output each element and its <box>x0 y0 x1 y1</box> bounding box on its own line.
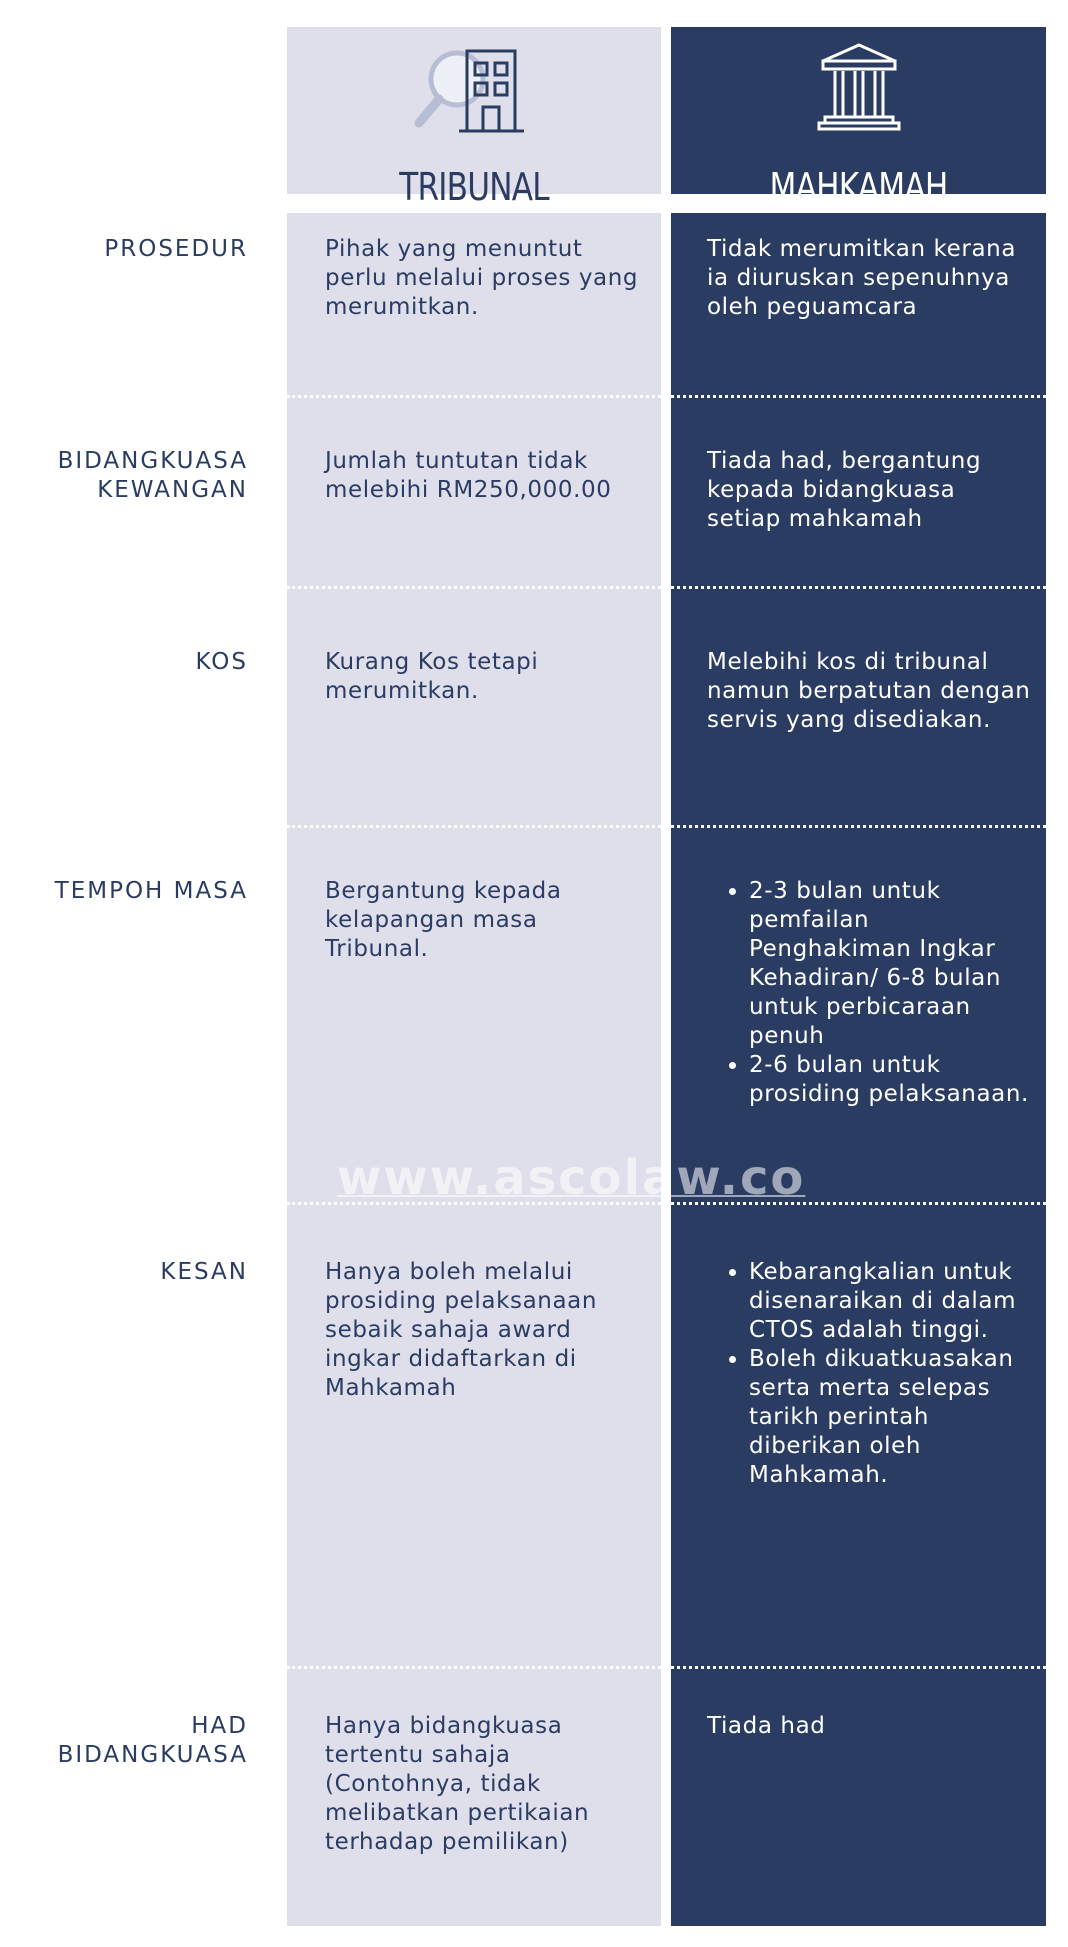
row-divider <box>671 395 1046 398</box>
tribunal-cell-kos: Kurang Kos tetapi merumitkan. <box>325 649 539 704</box>
list-item: • Kebarangkalian untuk disenaraikan di dalam CTOS adalah tinggi. <box>749 1258 1037 1345</box>
mahkamah-cell-had-bidangkuasa: Tiada had <box>707 1713 826 1739</box>
mahkamah-cell-tempoh-masa <box>707 877 1037 1109</box>
mahkamah-cell-bidangkuasa-kewangan: Tiada had, bergantung kepada bidangkuasa setiap mahkamah <box>707 448 982 532</box>
tribunal-header <box>287 27 661 209</box>
row-divider <box>287 586 661 589</box>
tribunal-cell-prosedur: Pihak yang menuntut perlu melalui proses yang merumitkan. <box>325 236 639 320</box>
row-divider <box>287 1666 661 1669</box>
row-divider <box>671 825 1046 828</box>
tribunal-cell-had-bidangkuasa: Hanya bidangkuasa tertentu sahaja (Contohnya, tidak melibatkan pertikaian terhadap pemilikan) <box>325 1713 590 1855</box>
row-divider <box>671 586 1046 589</box>
building-search-icon <box>409 37 539 141</box>
watermark: www.ascolaw.co <box>337 1150 806 1206</box>
mahkamah-header <box>671 27 1046 209</box>
courthouse-icon <box>809 37 909 141</box>
list-item: • 2-6 bulan untuk prosiding pelaksanaan. <box>749 1051 1037 1109</box>
row-label-kos: KOS <box>195 649 248 675</box>
row-label-bidangkuasa-kewangan: BIDANGKUASA KEWANGAN <box>57 448 248 503</box>
list-item: • Boleh dikuatkuasakan serta merta selepas tarikh perintah diberikan oleh Mahkamah. <box>749 1345 1037 1490</box>
row-label-tempoh-masa: TEMPOH MASA <box>54 878 248 904</box>
row-divider <box>671 1666 1046 1669</box>
mahkamah-title: MAHKAMAH <box>769 165 948 209</box>
tribunal-title: TRIBUNAL <box>399 165 549 209</box>
row-label-kesan: KESAN <box>160 1259 248 1285</box>
tribunal-cell-kesan: Hanya boleh melalui prosiding pelaksanaan sebaik sahaja award ingkar didaftarkan di Mahkamah <box>325 1259 598 1401</box>
tribunal-cell-bidangkuasa-kewangan: Jumlah tuntutan tidak melebihi RM250,000.00 <box>325 448 612 503</box>
row-divider <box>287 395 661 398</box>
row-divider <box>287 825 661 828</box>
list-item: • 2-3 bulan untuk pemfailan Penghakiman Ingkar Kehadiran/ 6-8 bulan untuk perbicaraan penuh <box>749 877 1037 1051</box>
tribunal-cell-tempoh-masa: Bergantung kepada kelapangan masa Tribunal. <box>325 878 562 962</box>
mahkamah-cell-kos: Melebihi kos di tribunal namun berpatutan dengan servis yang disediakan. <box>707 649 1031 733</box>
row-label-prosedur: PROSEDUR <box>104 236 248 262</box>
mahkamah-cell-kesan <box>707 1258 1037 1490</box>
mahkamah-cell-prosedur: Tidak merumitkan kerana ia diuruskan sepenuhnya oleh peguamcara <box>707 236 1017 320</box>
row-label-had-bidangkuasa: HAD BIDANGKUASA <box>57 1713 248 1768</box>
